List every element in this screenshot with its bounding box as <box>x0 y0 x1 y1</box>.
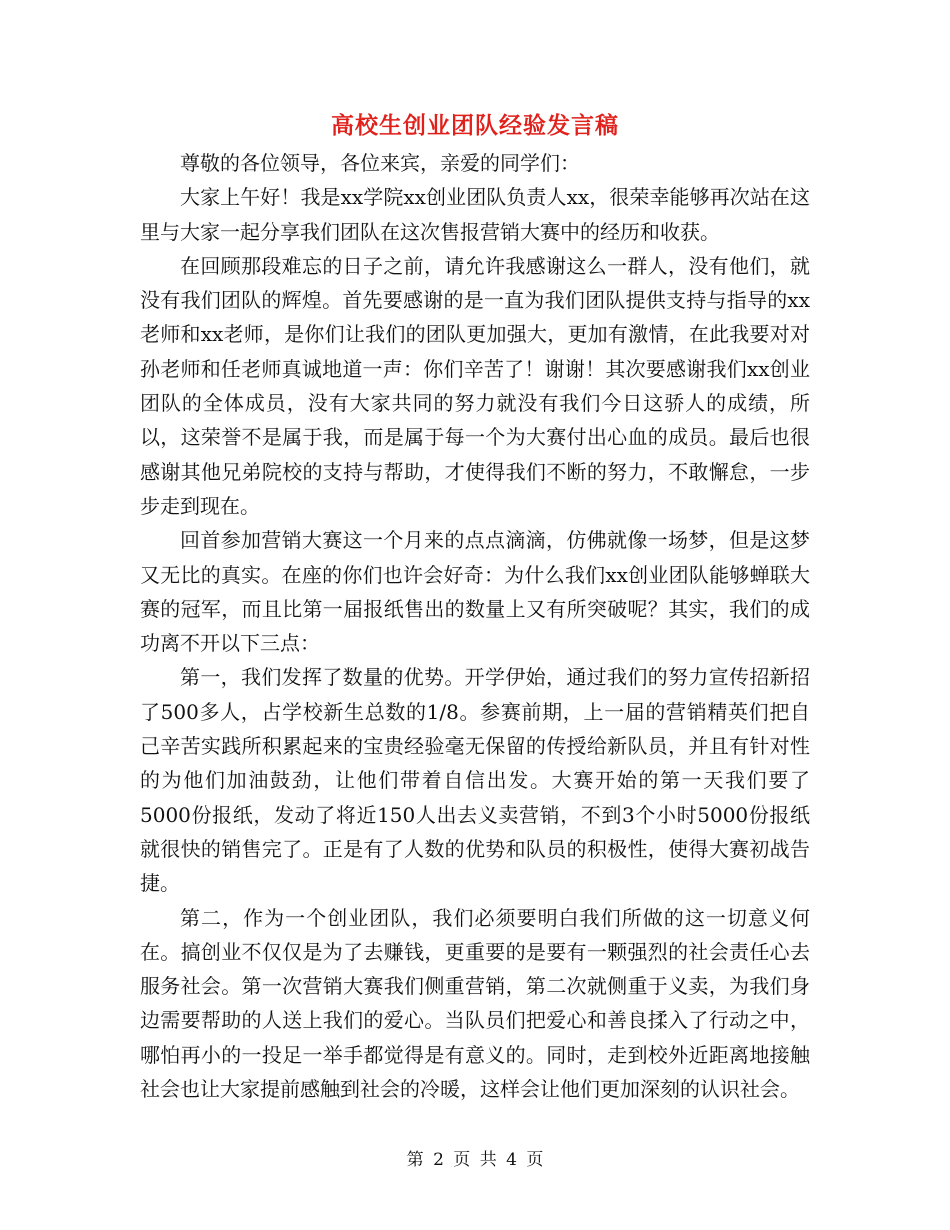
paragraph-review: 回首参加营销大赛这一个月来的点点滴滴，仿佛就像一场梦，但是这梦又无比的真实。在座的你们也许会好奇：为什么我们xx创业团队能够蝉联大赛的冠军，而且比第一届报纸售出的数量上又有所突破呢？其实，我们的成功离不开以下三点： <box>140 528 810 656</box>
paragraph-salutation: 尊敬的各位领导，各位来宾，亲爱的同学们： <box>180 151 580 175</box>
paragraph-point-one: 第一，我们发挥了数量的优势。开学伊始，通过我们的努力宣传招新招了500多人，占学校新生总数的1/8。参赛前期，上一届的营销精英们把自己辛苦实践所积累起来的宝贵经验毫无保留的传授给新队员，并且有针对性的为他们加油鼓劲，让他们带着自信出发。大赛开始的第一天我们要了5000份报纸，发动了将近150人出去义卖营销，不到3个小时5000份报纸就很快的销售完了。正是有了人数的优势和队员的积极性，使得大赛初战告捷。 <box>140 665 810 896</box>
page-footer: 第 2 页 共 4 页 <box>406 1150 544 1170</box>
document-body <box>140 146 810 1106</box>
paragraph-point-two: 第二，作为一个创业团队，我们必须要明白我们所做的这一切意义何在。搞创业不仅仅是为了去赚钱，更重要的是要有一颗强烈的社会责任心去服务社会。第一次营销大赛我们侧重营销，第二次就侧重于义卖，为我们身边需要帮助的人送上我们的爱心。当队员们把爱心和善良揉入了行动之中，哪怕再小的一投足一举手都觉得是有意义的。同时，走到校外近距离地接触社会也让大家提前感触到社会的冷暖，这样会让他们更加深刻的认识社会。 <box>140 905 810 1102</box>
document-title: 高校生创业团队经验发言稿 <box>331 112 619 139</box>
paragraph-greeting: 大家上午好！我是xx学院xx创业团队负责人xx，很荣幸能够再次站在这里与大家一起分享我们团队在这次售报营销大赛中的经历和收获。 <box>140 185 810 244</box>
paragraph-thanks: 在回顾那段难忘的日子之前，请允许我感谢这么一群人，没有他们，就没有我们团队的辉煌。首先要感谢的是一直为我们团队提供支持与指导的xx老师和xx老师，是你们让我们的团队更加强大，更加有激情，在此我要对对孙老师和任老师真诚地道一声：你们辛苦了！谢谢！其次要感谢我们xx创业团队的全体成员，没有大家共同的努力就没有我们今日这骄人的成绩，所以，这荣誉不是属于我，而是属于每一个为大赛付出心血的成员。最后也很感谢其他兄弟院校的支持与帮助，才使得我们不断的努力，不敢懈怠，一步步走到现在。 <box>140 253 810 518</box>
